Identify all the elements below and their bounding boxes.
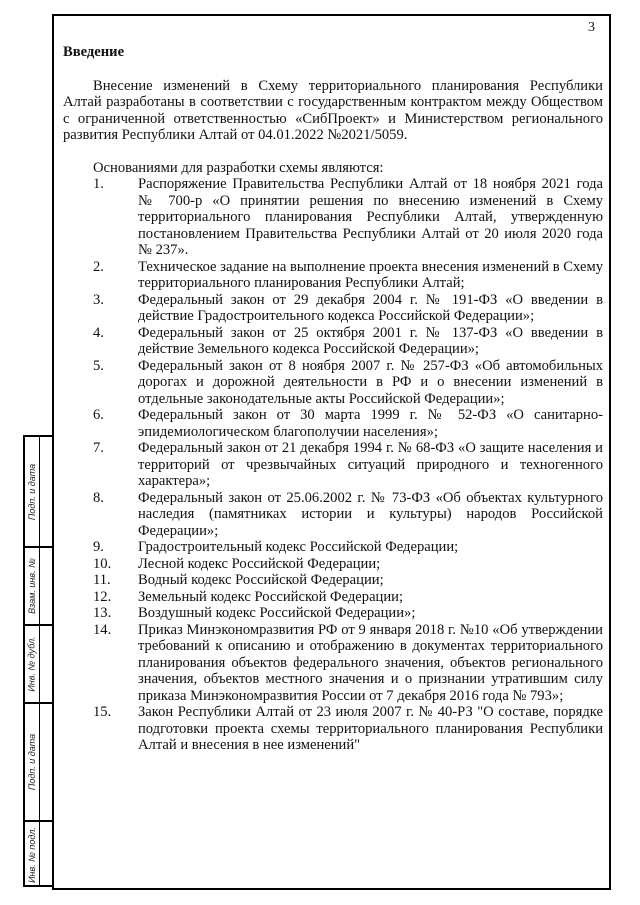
- stamp-row-original-inv: [25, 822, 52, 887]
- page-number: 3: [588, 20, 595, 35]
- list-item-number: 13.: [93, 605, 112, 621]
- list-item-text: Федеральный закон от 21 декабря 1994 г. № 68-ФЗ «О защите населения и территорий от чрезвычайных ситуаций природного и техногенного характера»;: [138, 440, 603, 489]
- list-item: [63, 605, 603, 622]
- list-item-number: 12.: [93, 588, 112, 605]
- list-item: [63, 622, 603, 705]
- list-item: [63, 440, 603, 490]
- list-item-text: Федеральный закон от 29 декабря 2004 г. № 191-ФЗ «О введении в действие Градостроительного кодекса Российской Федерации»;: [138, 291, 603, 324]
- stamp-label: Инв. № дубл.: [27, 636, 38, 692]
- list-item: [63, 358, 603, 408]
- list-item-number: 5.: [93, 357, 104, 374]
- stamp-label: Инв. № подл.: [27, 826, 38, 883]
- list-item-text: Техническое задание на выполнение проекта внесения изменений в Схему территориального планирования Республики Алтай;: [138, 258, 603, 291]
- basis-list-title: Основаниями для разработки схемы являются:: [93, 159, 384, 176]
- list-item-number: 7.: [93, 440, 104, 456]
- list-item-text: Федеральный закон от 25.06.2002 г. № 73-ФЗ «Об объектах культурного наследия (памятниках истории и культуры) народов Российской Федерации»;: [138, 489, 603, 539]
- list-item-number: 8.: [93, 489, 104, 506]
- stamp-label: Взам. инв. №: [27, 558, 38, 614]
- list-item: [63, 490, 603, 540]
- list-item-text: Закон Республики Алтай от 23 июля 2007 г. № 40-РЗ "О составе, порядке подготовки проекта схемы территориального планирования Республики Алтай и внесения в нее изменений": [138, 704, 603, 753]
- intro-paragraph: Внесение изменений в Схему территориального планирования Республики Алтай разработаны в соответствии с государственным контрактом между Обществом с ограниченной ответственностью «СибПроект» и Министерством регионального развития Республики Алтай от 04.01.2022 №2021/5059.: [63, 77, 603, 143]
- list-item-number: 6.: [93, 407, 104, 423]
- list-item-number: 10.: [93, 555, 112, 572]
- approval-stamp: [23, 435, 52, 887]
- list-item-number: 15.: [93, 704, 112, 720]
- list-item-text: Лесной кодекс Российской Федерации;: [138, 555, 381, 572]
- list-item-text: Земельный кодекс Российской Федерации;: [138, 588, 404, 605]
- stamp-row-replacement-inv: [25, 548, 52, 626]
- list-item-number: 4.: [93, 324, 104, 341]
- list-item: [63, 572, 603, 589]
- list-item-number: 9.: [93, 539, 104, 555]
- section-heading: Введение: [63, 44, 125, 60]
- list-item-text: Приказ Минэкономразвития РФ от 9 января 2018 г. №10 «Об утверждении требований к описанию и отображению в документах территориального планирования объектов федерального значения, объектов регионального значения, объектов местного значения и о признании утратившим силу приказа Минэкономразвития России от 7 декабря 2016 года № 793»;: [138, 621, 603, 704]
- list-item-number: 11.: [93, 572, 111, 588]
- stamp-row-duplicate-inv: [25, 626, 52, 704]
- list-item: [63, 259, 603, 292]
- list-item-number: 2.: [93, 258, 104, 275]
- list-item: [63, 292, 603, 325]
- stamp-row-signature-date: [25, 437, 52, 548]
- list-item-text: Федеральный закон от 30 марта 1999 г. № 52-ФЗ «О санитарно-эпидемиологическом благополучии населения»;: [138, 407, 603, 440]
- list-item: [63, 556, 603, 573]
- stamp-row-signature-date-2: [25, 704, 52, 822]
- page-frame: [52, 14, 611, 890]
- list-item: [63, 176, 603, 259]
- list-item-text: Градостроительный кодекс Российской Федерации;: [138, 539, 459, 555]
- stamp-label: Подп. и дата: [27, 463, 37, 520]
- list-item: [63, 589, 603, 606]
- list-item: [63, 325, 603, 358]
- list-item: [63, 407, 603, 440]
- list-item-text: Распоряжение Правительства Республики Алтай от 18 ноября 2021 года № 700-р «О принятии решения по внесению изменений в Схему территориального планирования Республики Алтай, утвержденную постановлением Правительства Республики Алтай от 20 июля 2020 года № 237».: [138, 176, 603, 258]
- list-item-number: 1.: [93, 176, 104, 192]
- basis-list: [63, 176, 603, 754]
- stamp-label: Подп. и дата: [27, 733, 37, 791]
- list-item: [63, 539, 603, 556]
- document-body: [63, 44, 603, 754]
- list-item-number: 3.: [93, 291, 104, 308]
- list-item-number: 14.: [93, 621, 112, 638]
- list-item-text: Федеральный закон от 25 октября 2001 г. № 137-ФЗ «О введении в действие Земельного кодекса Российской Федерации»;: [138, 324, 603, 357]
- list-item-text: Водный кодекс Российской Федерации;: [138, 572, 384, 588]
- list-item-text: Федеральный закон от 8 ноября 2007 г. № 257-ФЗ «Об автомобильных дорогах и дорожной деятельности в РФ и о внесении изменений в отдельные законодательные акты Российской Федерации»;: [138, 357, 603, 407]
- list-item: [63, 704, 603, 754]
- list-item-text: Воздушный кодекс Российской Федерации»;: [138, 605, 416, 621]
